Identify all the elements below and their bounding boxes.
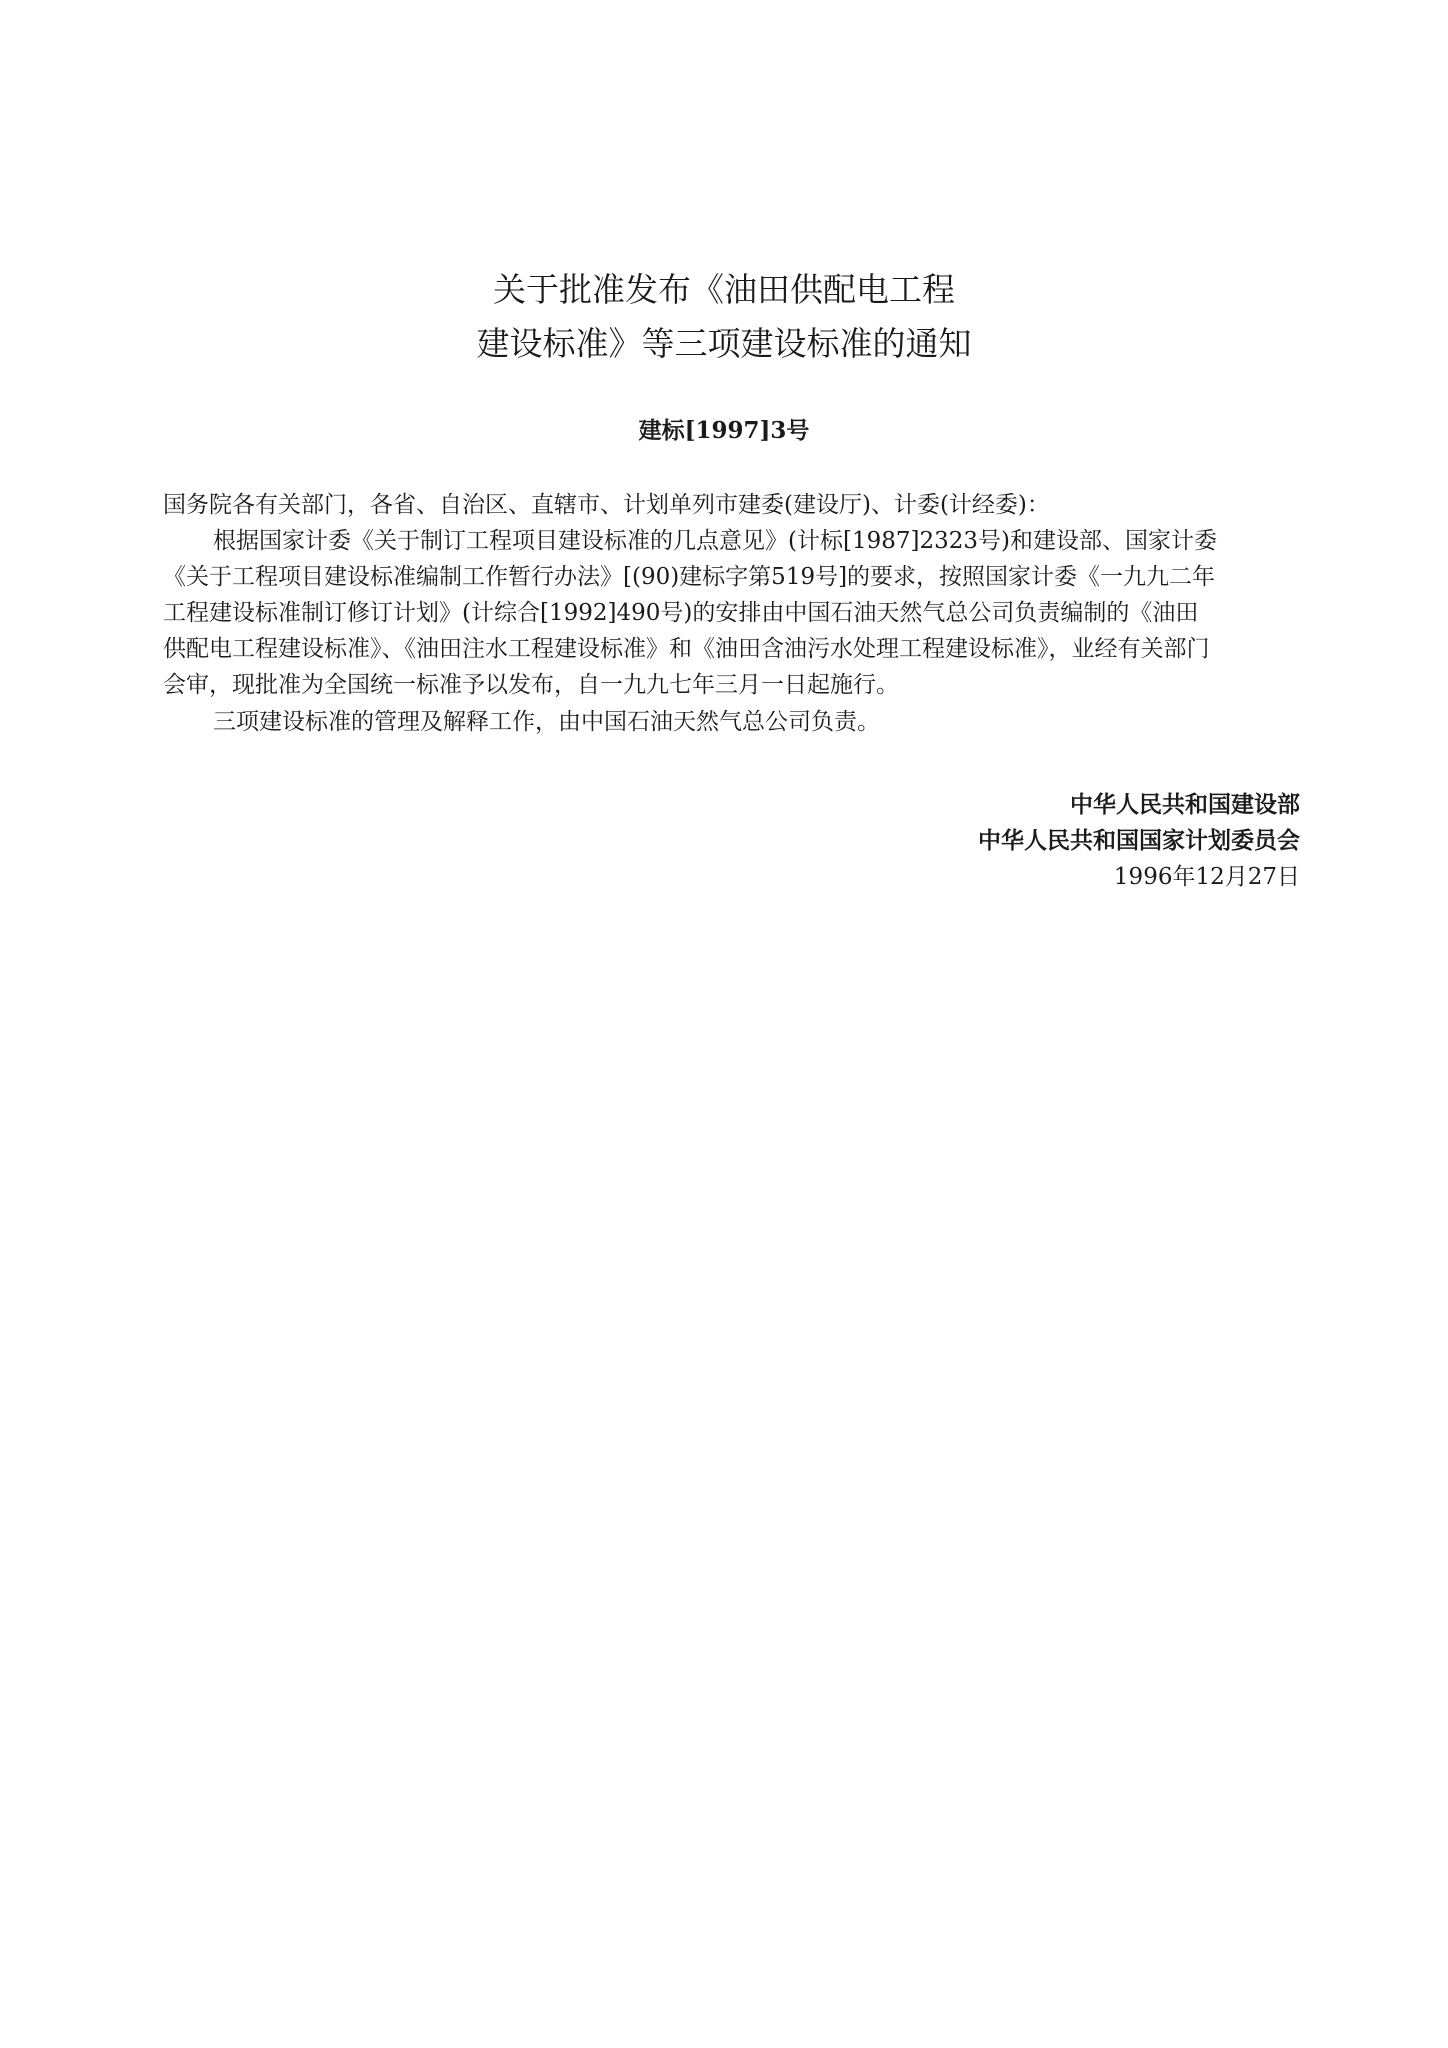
- signature-date: 1996年12月27日: [1113, 864, 1300, 890]
- paragraph1-line-1: 根据国家计委《关于制订工程项目建设标准的几点意见》(计标[1987]2323号)和建设部、国家计委: [213, 528, 1217, 554]
- document-number: 建标[1997]3号: [638, 417, 810, 444]
- paragraph1-line-4: 供配电工程建设标准》、《油田注水工程建设标准》和《油田含油污水处理工程建设标准》，业经有关部门: [163, 636, 1210, 662]
- title-line-2: 建设标准》等三项建设标准的通知: [476, 324, 972, 363]
- paragraph1-line-5: 会审，现批准为全国统一标准予以发布，自一九九七年三月一日起施行。: [163, 672, 899, 698]
- addressee-line: 国务院各有关部门，各省、自治区、直辖市、计划单列市建委(建设厅)、计委(计经委)：: [163, 492, 1050, 518]
- signature-org-1: 中华人民共和国建设部: [1070, 791, 1300, 818]
- paragraph1-line-2: 《关于工程项目建设标准编制工作暂行办法》[(90)建标字第519号]的要求，按照国家计委《一九九二年: [163, 564, 1216, 590]
- paragraph2: 三项建设标准的管理及解释工作，由中国石油天然气总公司负责。: [213, 709, 880, 735]
- paragraph1-line-3: 工程建设标准制订修订计划》(计综合[1992]490号)的安排由中国石油天然气总公司负责编制的《油田: [163, 600, 1199, 626]
- title-line-1: 关于批准发布《油田供配电工程: [493, 270, 955, 309]
- signature-org-2: 中华人民共和国国家计划委员会: [978, 827, 1300, 854]
